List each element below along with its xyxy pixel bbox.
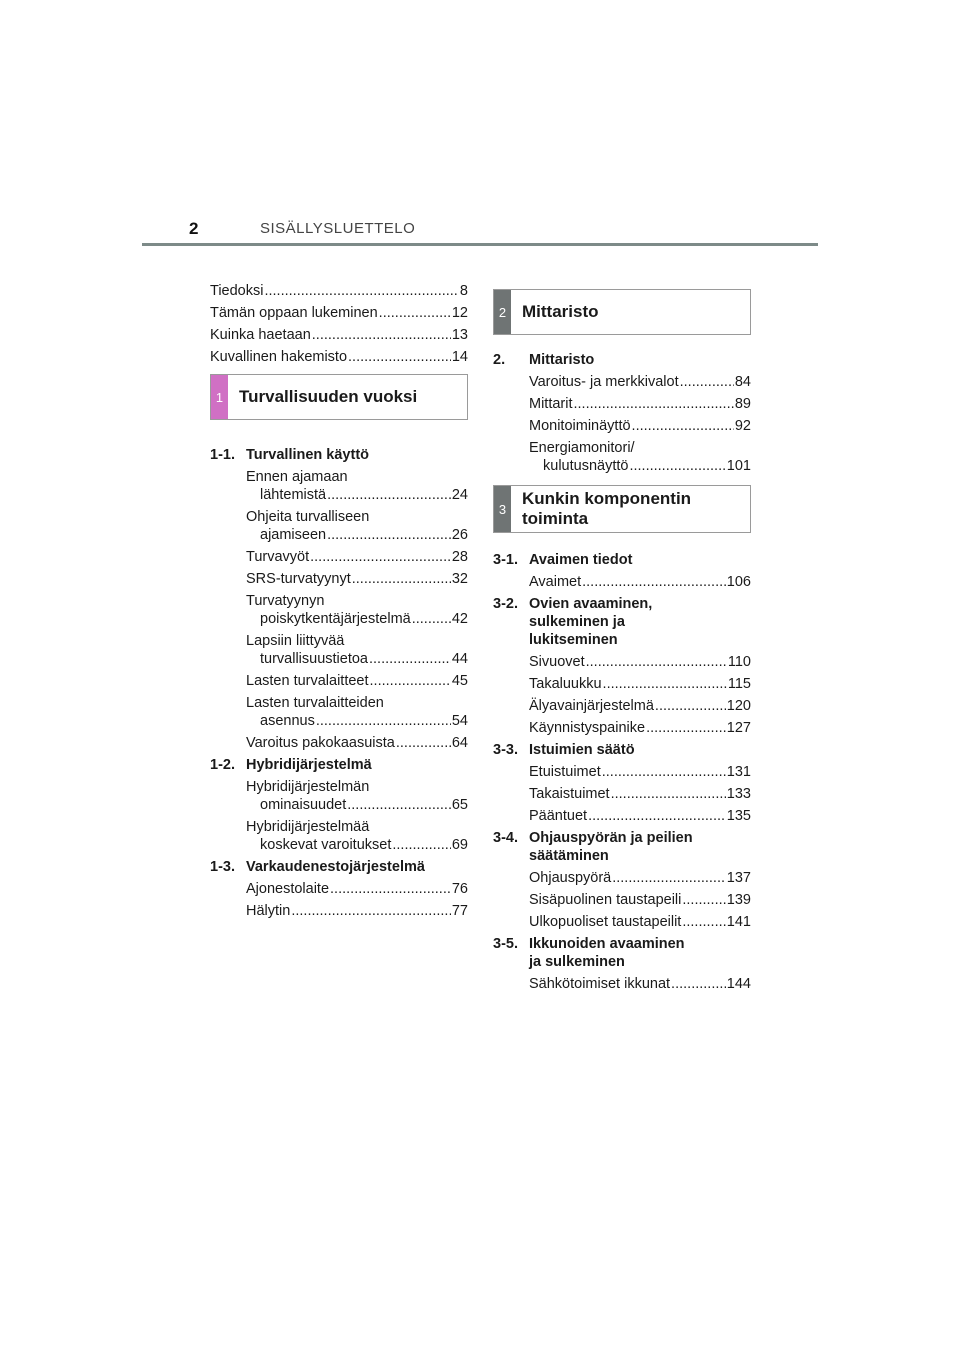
dot-leader <box>316 712 451 730</box>
dot-leader <box>682 913 725 931</box>
dot-leader <box>310 548 451 566</box>
toc-entry-title: Ennen ajamaan <box>246 469 348 485</box>
dot-leader <box>612 869 726 887</box>
toc-entry-title: Ohjauspyörä <box>529 870 612 886</box>
toc-page-number: 144 <box>726 976 751 992</box>
toc-entry-title-cont: asennus <box>260 713 315 729</box>
toc-entry[interactable] <box>210 304 468 322</box>
header-title: SISÄLLYSLUETTELO <box>260 220 416 237</box>
toc-entry-continued[interactable] <box>210 836 468 854</box>
dot-leader <box>632 417 734 435</box>
chapter-title: Kunkin komponentin toiminta <box>522 489 692 528</box>
toc-entry-continued[interactable] <box>210 650 468 668</box>
toc-entry[interactable] <box>210 902 468 920</box>
chapter-title: Turvallisuuden vuoksi <box>239 387 418 406</box>
toc-entry-title: SRS-turvatyynyt <box>246 571 351 587</box>
toc-entry[interactable] <box>493 913 751 931</box>
chapter-box[interactable] <box>493 485 751 533</box>
toc-page-number: 137 <box>726 870 751 886</box>
toc-right-column <box>493 282 751 997</box>
toc-entry-title: Varoitus pakokaasuista <box>246 735 395 751</box>
toc-page-number: 65 <box>451 797 468 813</box>
toc-page-number: 135 <box>726 808 751 824</box>
section-number: 3-1. <box>493 552 518 568</box>
chapter-box[interactable] <box>493 289 751 335</box>
toc-entry-title: Mittarit <box>529 396 573 412</box>
toc-entry-title: Hälytin <box>246 903 291 919</box>
toc-entry-title: Etuistuimet <box>529 764 601 780</box>
toc-entry-continued[interactable] <box>210 526 468 544</box>
toc-entry-title: Älyavainjärjestelmä <box>529 698 654 714</box>
toc-entry-title: Lasten turvalaitteiden <box>246 695 384 711</box>
dot-leader <box>369 650 451 668</box>
toc-entry-title: Pääntuet <box>529 808 588 824</box>
toc-entry[interactable] <box>210 632 468 650</box>
dot-leader <box>396 734 451 752</box>
toc-entry[interactable] <box>210 348 468 366</box>
toc-entry-title: Käynnistyspainike <box>529 720 646 736</box>
section-title: Ovien avaaminen, sulkeminen ja lukitseminen <box>529 596 653 648</box>
toc-entry[interactable] <box>210 880 468 898</box>
section-number: 2. <box>493 352 506 368</box>
toc-page-number: 42 <box>451 611 468 627</box>
chapter-box[interactable] <box>210 374 468 420</box>
toc-entry[interactable] <box>210 694 468 712</box>
toc-entry-title: Avaimet <box>529 574 582 590</box>
toc-entry[interactable] <box>210 818 468 836</box>
toc-entry[interactable] <box>210 570 468 588</box>
toc-entry[interactable] <box>210 282 468 300</box>
dot-leader <box>330 880 451 898</box>
section-heading[interactable] <box>493 595 751 649</box>
dot-leader <box>646 719 726 737</box>
toc-entry-title: Ajonestolaite <box>246 881 330 897</box>
toc-entry[interactable] <box>210 468 468 486</box>
dot-leader <box>682 891 725 909</box>
dot-leader <box>352 570 451 588</box>
dot-leader <box>327 486 451 504</box>
toc-page-number: 32 <box>451 571 468 587</box>
section-heading[interactable] <box>493 829 751 865</box>
dot-leader <box>655 697 726 715</box>
toc-page-number: 8 <box>459 283 468 299</box>
section-heading[interactable] <box>210 446 468 464</box>
toc-entry[interactable] <box>210 672 468 690</box>
dot-leader <box>291 902 451 920</box>
toc-page-number: 24 <box>451 487 468 503</box>
section-number: 1-3. <box>210 859 235 875</box>
page-header <box>142 216 818 246</box>
dot-leader <box>312 326 451 344</box>
toc-entry[interactable] <box>493 395 751 413</box>
toc-entry-title-cont: koskevat varoitukset <box>260 837 392 853</box>
section-number: 3-3. <box>493 742 518 758</box>
toc-entry[interactable] <box>493 975 751 993</box>
page-number: 2 <box>189 219 199 238</box>
dot-leader <box>348 348 451 366</box>
toc-entry-title: Lasten turvalaitteet <box>246 673 369 689</box>
toc-page-number: 110 <box>727 654 751 670</box>
toc-entry[interactable] <box>493 869 751 887</box>
dot-leader <box>370 672 451 690</box>
toc-entry-title-cont: ominaisuudet <box>260 797 347 813</box>
section-title: Hybridijärjestelmä <box>246 757 372 773</box>
dot-leader <box>574 395 734 413</box>
toc-entry-continued[interactable] <box>210 712 468 730</box>
toc-entry-title: Turvavyöt <box>246 549 310 565</box>
section-title: Avaimen tiedot <box>529 552 633 568</box>
toc-entry-continued[interactable] <box>210 796 468 814</box>
toc-entry-title-cont: lähtemistä <box>260 487 327 503</box>
toc-entry-title: Takaluukku <box>529 676 602 692</box>
toc-entry-title-cont: ajamiseen <box>260 527 327 543</box>
toc-page-number: 120 <box>726 698 751 714</box>
toc-entry[interactable] <box>210 508 468 526</box>
toc-page-number: 13 <box>451 327 468 343</box>
toc-entry[interactable] <box>493 763 751 781</box>
toc-entry-title: Sisäpuolinen taustapeili <box>529 892 682 908</box>
section-number: 3-5. <box>493 936 518 952</box>
dot-leader <box>412 610 451 628</box>
toc-page-number: 101 <box>726 458 751 474</box>
toc-page-number: 54 <box>451 713 468 729</box>
toc-entry-title: Ohjeita turvalliseen <box>246 509 370 525</box>
dot-leader <box>586 653 727 671</box>
toc-entry-title: Kuvallinen hakemisto <box>210 349 348 365</box>
toc-entry-title: Hybridijärjestelmää <box>246 819 370 835</box>
toc-entry-continued[interactable] <box>210 610 468 628</box>
dot-leader <box>629 457 725 475</box>
section-title: Varkaudenestojärjestelmä <box>246 859 425 875</box>
chapter-tab: 3 <box>494 486 511 532</box>
toc-entry[interactable] <box>493 653 751 671</box>
toc-page-number: 77 <box>451 903 468 919</box>
toc-entry-title: Tämän oppaan lukeminen <box>210 305 378 321</box>
toc-page-number: 133 <box>726 786 751 802</box>
section-title: Ikkunoiden avaaminen ja sulkeminen <box>529 936 685 970</box>
toc-entry[interactable] <box>493 807 751 825</box>
toc-page-number: 84 <box>734 374 751 390</box>
header-rule <box>142 243 818 246</box>
dot-leader <box>602 763 726 781</box>
dot-leader <box>347 796 451 814</box>
toc-entry-title: Turvatyynyn <box>246 593 325 609</box>
toc-page-number: 28 <box>451 549 468 565</box>
toc-entry[interactable] <box>493 417 751 435</box>
dot-leader <box>611 785 726 803</box>
toc-entry[interactable] <box>493 891 751 909</box>
toc-page-number: 76 <box>451 881 468 897</box>
toc-page-number: 139 <box>726 892 751 908</box>
toc-page-number: 14 <box>451 349 468 365</box>
toc-page-number: 89 <box>734 396 751 412</box>
toc-page-number: 45 <box>451 673 468 689</box>
toc-entry-title: Takaistuimet <box>529 786 610 802</box>
toc-entry-title: Tiedoksi <box>210 283 264 299</box>
toc-entry[interactable] <box>210 734 468 752</box>
section-title: Turvallinen käyttö <box>246 447 370 463</box>
toc-entry[interactable] <box>210 778 468 796</box>
toc-entry-title-cont: kulutusnäyttö <box>543 458 629 474</box>
section-number: 3-2. <box>493 596 518 612</box>
toc-page-number: 131 <box>726 764 751 780</box>
section-title: Istuimien säätö <box>529 742 635 758</box>
toc-entry[interactable] <box>493 697 751 715</box>
toc-entry-title: Sivuovet <box>529 654 585 670</box>
section-title: Ohjauspyörän ja peilien säätäminen <box>529 830 693 864</box>
dot-leader <box>379 304 451 322</box>
toc-entry-title-cont: turvallisuustietoa <box>260 651 368 667</box>
toc-entry[interactable] <box>493 785 751 803</box>
toc-entry[interactable] <box>493 719 751 737</box>
section-title: Mittaristo <box>529 352 595 368</box>
section-number: 1-1. <box>210 447 235 463</box>
toc-page-number: 127 <box>726 720 751 736</box>
toc-entry[interactable] <box>210 592 468 610</box>
dot-leader <box>264 282 458 300</box>
toc-entry[interactable] <box>493 439 751 457</box>
dot-leader <box>671 975 726 993</box>
toc-entry[interactable] <box>493 373 751 391</box>
chapter-title: Mittaristo <box>522 302 599 321</box>
chapter-tab: 2 <box>494 290 511 334</box>
section-heading[interactable] <box>493 741 751 759</box>
toc-entry-title: Varoitus- ja merkkivalot <box>529 374 679 390</box>
toc-page-number: 141 <box>726 914 751 930</box>
toc-entry-title: Kuinka haetaan <box>210 327 311 343</box>
toc-entry-title: Lapsiin liittyvää <box>246 633 345 649</box>
section-number: 1-2. <box>210 757 235 773</box>
section-heading[interactable] <box>493 351 751 369</box>
toc-entry[interactable] <box>210 326 468 344</box>
section-heading[interactable] <box>210 756 468 774</box>
dot-leader <box>603 675 727 693</box>
toc-page-number: 44 <box>451 651 468 667</box>
toc-page-number: 92 <box>734 418 751 434</box>
section-heading[interactable] <box>210 858 468 876</box>
toc-entry-title: Energiamonitori/ <box>529 440 635 456</box>
toc-entry-continued[interactable] <box>210 486 468 504</box>
dot-leader <box>680 373 734 391</box>
toc-entry-title-cont: poiskytkentäjärjestelmä <box>260 611 411 627</box>
toc-page-number: 26 <box>451 527 468 543</box>
toc-entry[interactable] <box>493 675 751 693</box>
toc-page-number: 115 <box>727 676 751 692</box>
dot-leader <box>392 836 450 854</box>
toc-page-number: 12 <box>451 305 468 321</box>
chapter-tab: 1 <box>211 375 228 419</box>
toc-entry-title: Ulkopuoliset taustapeilit <box>529 914 682 930</box>
toc-page-number: 69 <box>451 837 468 853</box>
toc-page-number: 106 <box>726 574 751 590</box>
toc-page-number: 64 <box>451 735 468 751</box>
section-heading[interactable] <box>493 551 751 569</box>
dot-leader <box>582 573 726 591</box>
dot-leader <box>327 526 451 544</box>
section-heading[interactable] <box>493 935 751 971</box>
toc-entry[interactable] <box>493 573 751 591</box>
toc-entry[interactable] <box>210 548 468 566</box>
toc-left-column <box>210 282 468 924</box>
toc-entry-continued[interactable] <box>493 457 751 475</box>
toc-entry-title: Monitoiminäyttö <box>529 418 631 434</box>
dot-leader <box>588 807 726 825</box>
toc-entry-title: Hybridijärjestelmän <box>246 779 370 795</box>
toc-entry-title: Sähkötoimiset ikkunat <box>529 976 671 992</box>
section-number: 3-4. <box>493 830 518 846</box>
